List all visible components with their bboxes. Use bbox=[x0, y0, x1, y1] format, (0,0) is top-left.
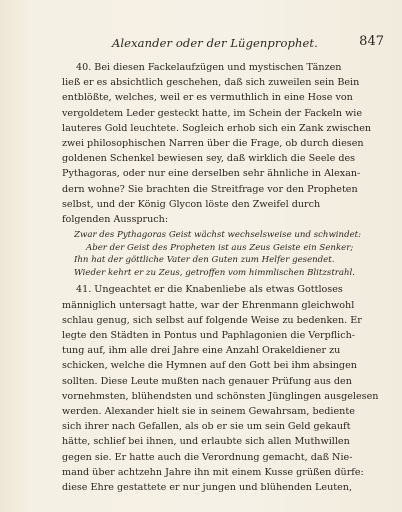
text-line: ließ er es absichtlich geschehen, daß sich zuweilen sein Bein bbox=[62, 77, 360, 89]
text-line: Pythagoras, oder nur eine derselben sehr ähnliche in Alexan- bbox=[62, 168, 361, 180]
running-title: Alexander oder der Lügenprophet. bbox=[112, 36, 318, 50]
text-line: hätte, schlief bei ihnen, und erlaubte sich allen Muthwillen bbox=[62, 436, 350, 448]
verse-line: Aber der Geist des Propheten ist aus Zeus Geiste ein Senker; bbox=[86, 242, 354, 253]
verse-line: Zwar des Pythagoras Geist wächst wechselsweise und schwindet: bbox=[74, 230, 362, 241]
text-line: sich ihrer nach Gefallen, als ob er sie um sein Geld gekauft bbox=[62, 421, 351, 433]
text-line: vergoldetem Leder gesteckt hatte, im Schein der Fackeln wie bbox=[62, 107, 363, 119]
text-line: 41. Ungeachtet er die Knabenliebe als etwas Gottloses bbox=[76, 284, 343, 296]
verse-line: Ihn hat der göttliche Vater den Guten zum Helfer gesendet. bbox=[74, 255, 335, 266]
text-line: legte den Städten in Pontus und Paphlagonien die Verpflich- bbox=[62, 330, 356, 341]
text-line: tung auf, ihm alle drei Jahre eine Anzahl Orakeldiener zu bbox=[62, 345, 341, 357]
page-number: 847 bbox=[359, 34, 384, 49]
text-line: dern wohne? Sie brachten die Streitfrage vor den Propheten bbox=[62, 183, 358, 195]
text-line: diese Ehre gestattete er nur jungen und blühenden Leuten, bbox=[62, 481, 353, 493]
text-line: 40. Bei diesen Fackelaufzügen und mystischen Tänzen bbox=[76, 62, 342, 73]
oracle-verse bbox=[74, 229, 384, 279]
text-line: sollten. Diese Leute mußten nach genauer Prüfung aus den bbox=[62, 375, 352, 387]
text-line: mand über achtzehn Jahre ihn mit einem Kusse grüßen dürfe: bbox=[62, 466, 364, 478]
text-line: folgenden Ausspruch: bbox=[62, 213, 169, 225]
text-line: gegen sie. Er hatte auch die Verordnung gemacht, daß Nie- bbox=[62, 451, 353, 463]
text-line: lauteres Gold leuchtete. Sogleich erhob sich ein Zank zwischen bbox=[62, 122, 372, 134]
text-line: vornehmsten, blühendsten und schönsten Jünglingen ausgelesen bbox=[62, 390, 379, 402]
text-line: goldenen Schenkel bewiesen sey, daß wirklich die Seele des bbox=[62, 153, 356, 165]
text-line: werden. Alexander hielt sie in seinem Gewahrsam, bediente bbox=[62, 405, 355, 417]
text-block bbox=[62, 60, 384, 495]
text-line: schicken, welche die Hymnen auf den Gott bei ihm absingen bbox=[62, 360, 357, 372]
paragraph-40 bbox=[62, 60, 384, 227]
text-line: zwei philosophischen Narren über die Frage, ob durch diesen bbox=[62, 137, 364, 149]
text-line: schlau genug, sich selbst auf folgende Weise zu bedenken. Er bbox=[62, 314, 362, 326]
text-line: männiglich untersagt hatte, war der Ehrenmann gleichwohl bbox=[62, 299, 355, 311]
verse-line: Wieder kehrt er zu Zeus, getroffen vom himmlischen Blitzstrahl. bbox=[74, 267, 356, 278]
text-line: selbst, und der König Glycon löste den Zweifel durch bbox=[62, 198, 321, 210]
paragraph-41 bbox=[62, 282, 384, 495]
text-line: entblößte, welches, weil er es vermuthlich in eine Hose von bbox=[62, 92, 353, 104]
